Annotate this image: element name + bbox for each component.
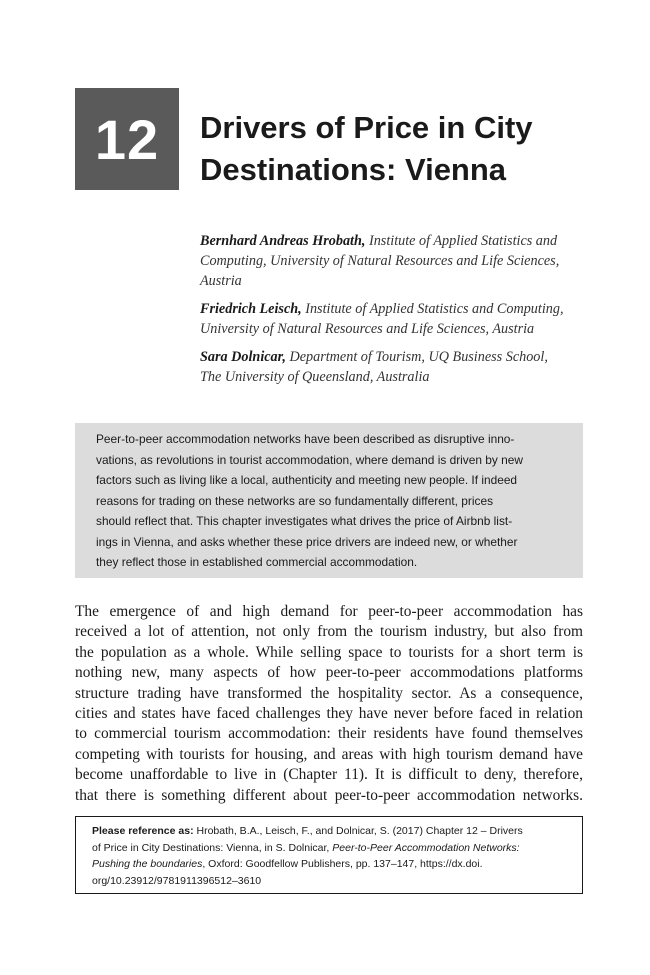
chapter-title-line: Destinations: Vienna: [200, 152, 507, 187]
chapter-number-block: [75, 88, 179, 190]
author-name: Bernhard Andreas Hrobath,: [200, 233, 366, 249]
author-affiliation: Institute of Applied Statistics and: [365, 233, 558, 249]
author-affiliation: The University of Queensland, Australia: [200, 369, 430, 385]
reference-text: Hrobath, B.A., Leisch, F., and Dolnicar, S. (2017) Chapter 12 – Drivers: [193, 825, 523, 837]
body-line: become unaffordable to live in (Chapter 11). It is difficult to deny, therefore,: [75, 766, 583, 784]
reference-line: [92, 840, 568, 857]
abstract-line: should reflect that. This chapter investigates what drives the price of Airbnb list-: [96, 514, 513, 528]
reference-text: , Oxford: Goodfellow Publishers, pp. 137–147, https://dx.doi.: [202, 858, 483, 870]
body-line: competing with tourists for housing, and areas with high tourism demand have: [75, 745, 583, 763]
body-line: cities and states have faced challenges they have never before faced in relation: [75, 705, 583, 723]
author-list: [200, 231, 595, 395]
author-entry: [200, 299, 595, 339]
author-affiliation: Institute of Applied Statistics and Computing,: [301, 301, 564, 317]
abstract-box: [75, 423, 583, 578]
author-affiliation: Department of Tourism, UQ Business School,: [285, 349, 548, 365]
reference-doi-link[interactable]: org/10.23912/9781911396512–3610: [92, 874, 262, 887]
author-affiliation: University of Natural Resources and Life Sciences, Austria: [200, 321, 535, 337]
reference-book-title: Pushing the boundaries: [92, 858, 203, 870]
chapter-number: 12: [94, 107, 160, 171]
reference-line: [92, 856, 568, 873]
reference-label: Please reference as:: [92, 825, 194, 837]
reference-line[interactable]: [92, 873, 568, 890]
reference-line: [92, 823, 568, 840]
body-line: structure trading have transformed the hospitality sector. As a consequence,: [75, 684, 583, 702]
author-entry: [200, 231, 595, 291]
abstract-line: Peer-to-peer accommodation networks have been described as disruptive inno-: [96, 432, 515, 446]
body-line: received a lot of attention, not only from the tourism industry, but also from: [75, 623, 583, 641]
reference-book-title: Peer-to-Peer Accommodation Networks:: [332, 841, 520, 854]
author-affiliation: Computing, University of Natural Resources and Life Sciences,: [200, 253, 560, 269]
chapter-title-line: Drivers of Price in City: [200, 110, 533, 145]
chapter-title: [200, 107, 600, 191]
abstract-line: ings in Vienna, and asks whether these price drivers are indeed new, or whether: [96, 534, 518, 549]
abstract-line: they reflect those in established commercial accommodation.: [96, 555, 418, 569]
body-line: that there is something different about peer-to-peer accommodation networks.: [75, 786, 583, 804]
author-entry: [200, 347, 595, 387]
author-name: Sara Dolnicar,: [200, 349, 286, 365]
reference-box: [75, 816, 583, 894]
abstract-line: factors such as living like a local, authenticity and meeting new people. If indeed: [96, 473, 518, 487]
author-affiliation: Austria: [200, 273, 242, 289]
body-line: to commercial tourism accommodation: their residents have found themselves: [75, 725, 583, 743]
body-line: the population as a whole. While selling space to tourists for a short term is: [75, 643, 583, 661]
abstract-line: reasons for trading on these networks are so fundamentally different, prices: [96, 493, 494, 508]
body-line: nothing new, many aspects of how peer-to-peer accommodations platforms: [75, 664, 583, 682]
author-name: Friedrich Leisch,: [200, 301, 302, 317]
body-paragraph: [75, 602, 583, 806]
abstract-line: vations, as revolutions in tourist accommodation, where demand is driven by new: [96, 452, 523, 467]
reference-text: of Price in City Destinations: Vienna, in S. Dolnicar,: [92, 841, 333, 854]
body-line: The emergence of and high demand for peer-to-peer accommodation has: [75, 603, 583, 620]
